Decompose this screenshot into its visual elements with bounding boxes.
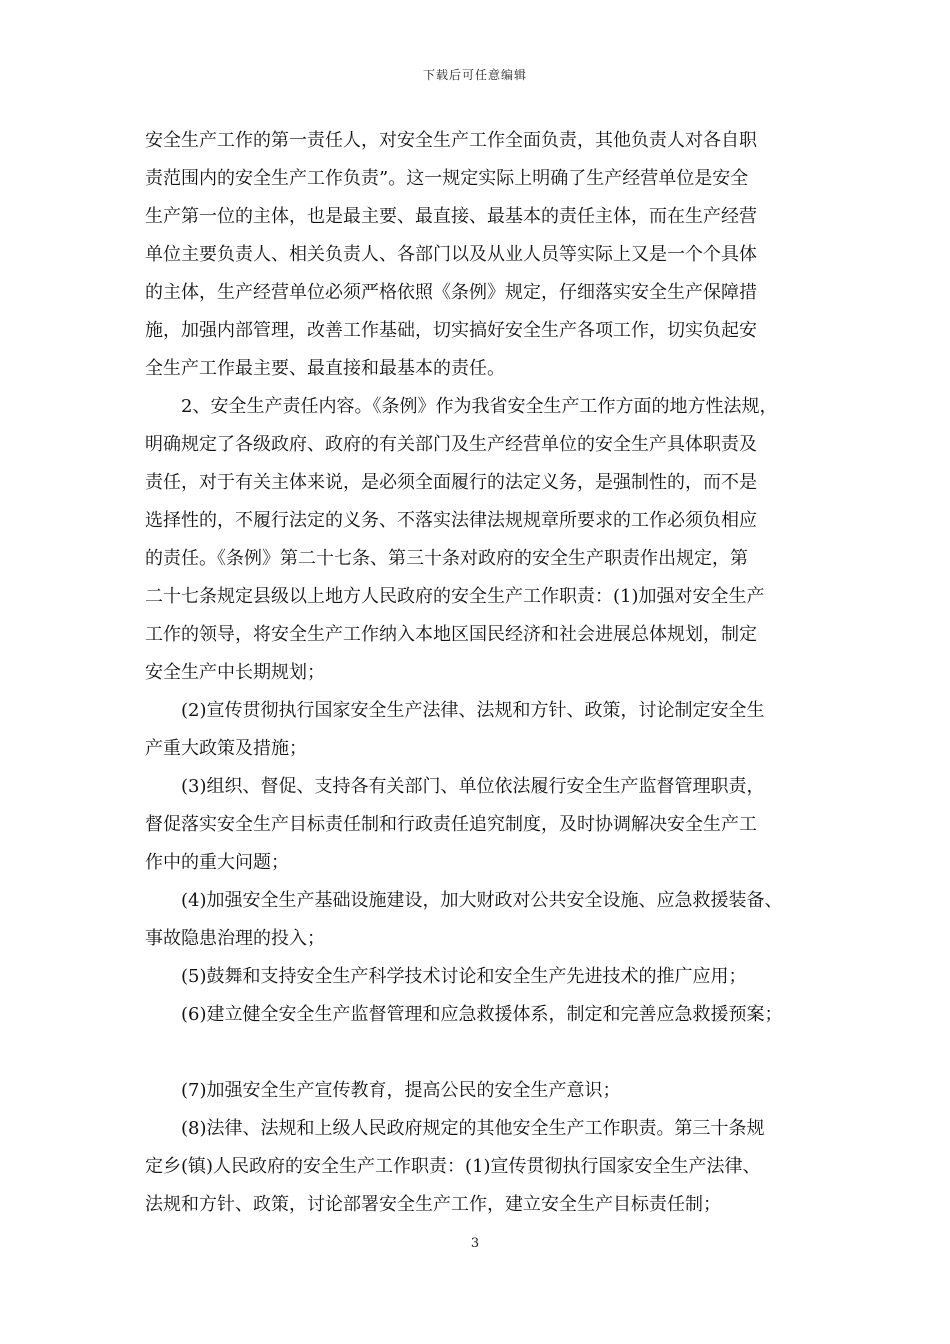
text-line: (5)鼓舞和支持安全生产科学技术讨论和安全生产先进技术的推广应用； [145,966,747,987]
text-line: 单位主要负责人、相关负责人、各部门以及从业人员等实际上又是一个个具体 [145,244,757,265]
text-line: 工作的领导，将安全生产工作纳入本地区国民经济和社会进展总体规划，制定 [145,624,757,645]
text-line: 作中的重大问题； [145,852,289,873]
page-header: 下载后可任意编辑 [422,68,527,82]
text-line: (7)加强安全生产宣传教育，提高公民的安全生产意识； [145,1080,621,1101]
text-line: 全生产工作最主要、最直接和最基本的责任。 [145,358,505,379]
text-line: 的主体，生产经营单位必须严格依照《条例》规定，仔细落实安全生产保障措 [145,282,757,303]
text-line: (2)宣传贯彻执行国家安全生产法律、法规和方针、政策，讨论制定安全生 [145,700,765,721]
text-line: 事故隐患治理的投入； [145,928,325,949]
text-line: 二十七条规定县级以上地方人民政府的安全生产工作职责：(1)加强对安全生产 [145,586,765,607]
text-line: (4)加强安全生产基础设施建设，加大财政对公共安全设施、应急救援装备、 [145,890,783,911]
text-line: 责范围内的安全生产工作负责”。这一规定实际上明确了生产经营单位是安全 [145,168,749,189]
text-line: (8)法律、法规和上级人民政府规定的其他安全生产工作职责。第三十条规 [145,1118,765,1139]
text-line: 施，加强内部管理，改善工作基础，切实搞好安全生产各项工作，切实负起安 [145,320,757,341]
text-line: 生产第一位的主体，也是最主要、最直接、最基本的责任主体，而在生产经营 [145,206,757,227]
text-line: 安全生产中长期规划； [145,662,325,683]
text-line: (6)建立健全安全生产监督管理和应急救援体系，制定和完善应急救援预案； [145,1004,783,1025]
text-line: 产重大政策及措施； [145,738,307,759]
text-line: 责任，对于有关主体来说，是必须全面履行的法定义务，是强制性的，而不是 [145,472,757,493]
text-line: 2、安全生产责任内容。《条例》作为我省安全生产工作方面的地方性法规， [145,396,778,417]
text-line: 选择性的，不履行法定的义务、不落实法律法规规章所要求的工作必须负相应 [145,510,757,531]
text-line: (3)组织、督促、支持各有关部门、单位依法履行安全生产监督管理职责， [145,776,765,797]
text-line: 定乡(镇)人民政府的安全生产工作职责：(1)宣传贯彻执行国家安全生产法律、 [145,1156,761,1177]
text-line: 安全生产工作的第一责任人，对安全生产工作全面负责，其他负责人对各自职 [145,130,757,151]
text-line: 法规和方针、政策，讨论部署安全生产工作，建立安全生产目标责任制； [145,1194,721,1215]
text-line: 明确规定了各级政府、政府的有关部门及生产经营单位的安全生产具体职责及 [145,434,757,455]
text-line: 的责任。《条例》第二十七条、第三十条对政府的安全生产职责作出规定，第 [145,548,748,569]
page-number: 3 [470,1236,480,1251]
text-line: 督促落实安全生产目标责任制和行政责任追究制度，及时协调解决安全生产工 [145,814,757,835]
